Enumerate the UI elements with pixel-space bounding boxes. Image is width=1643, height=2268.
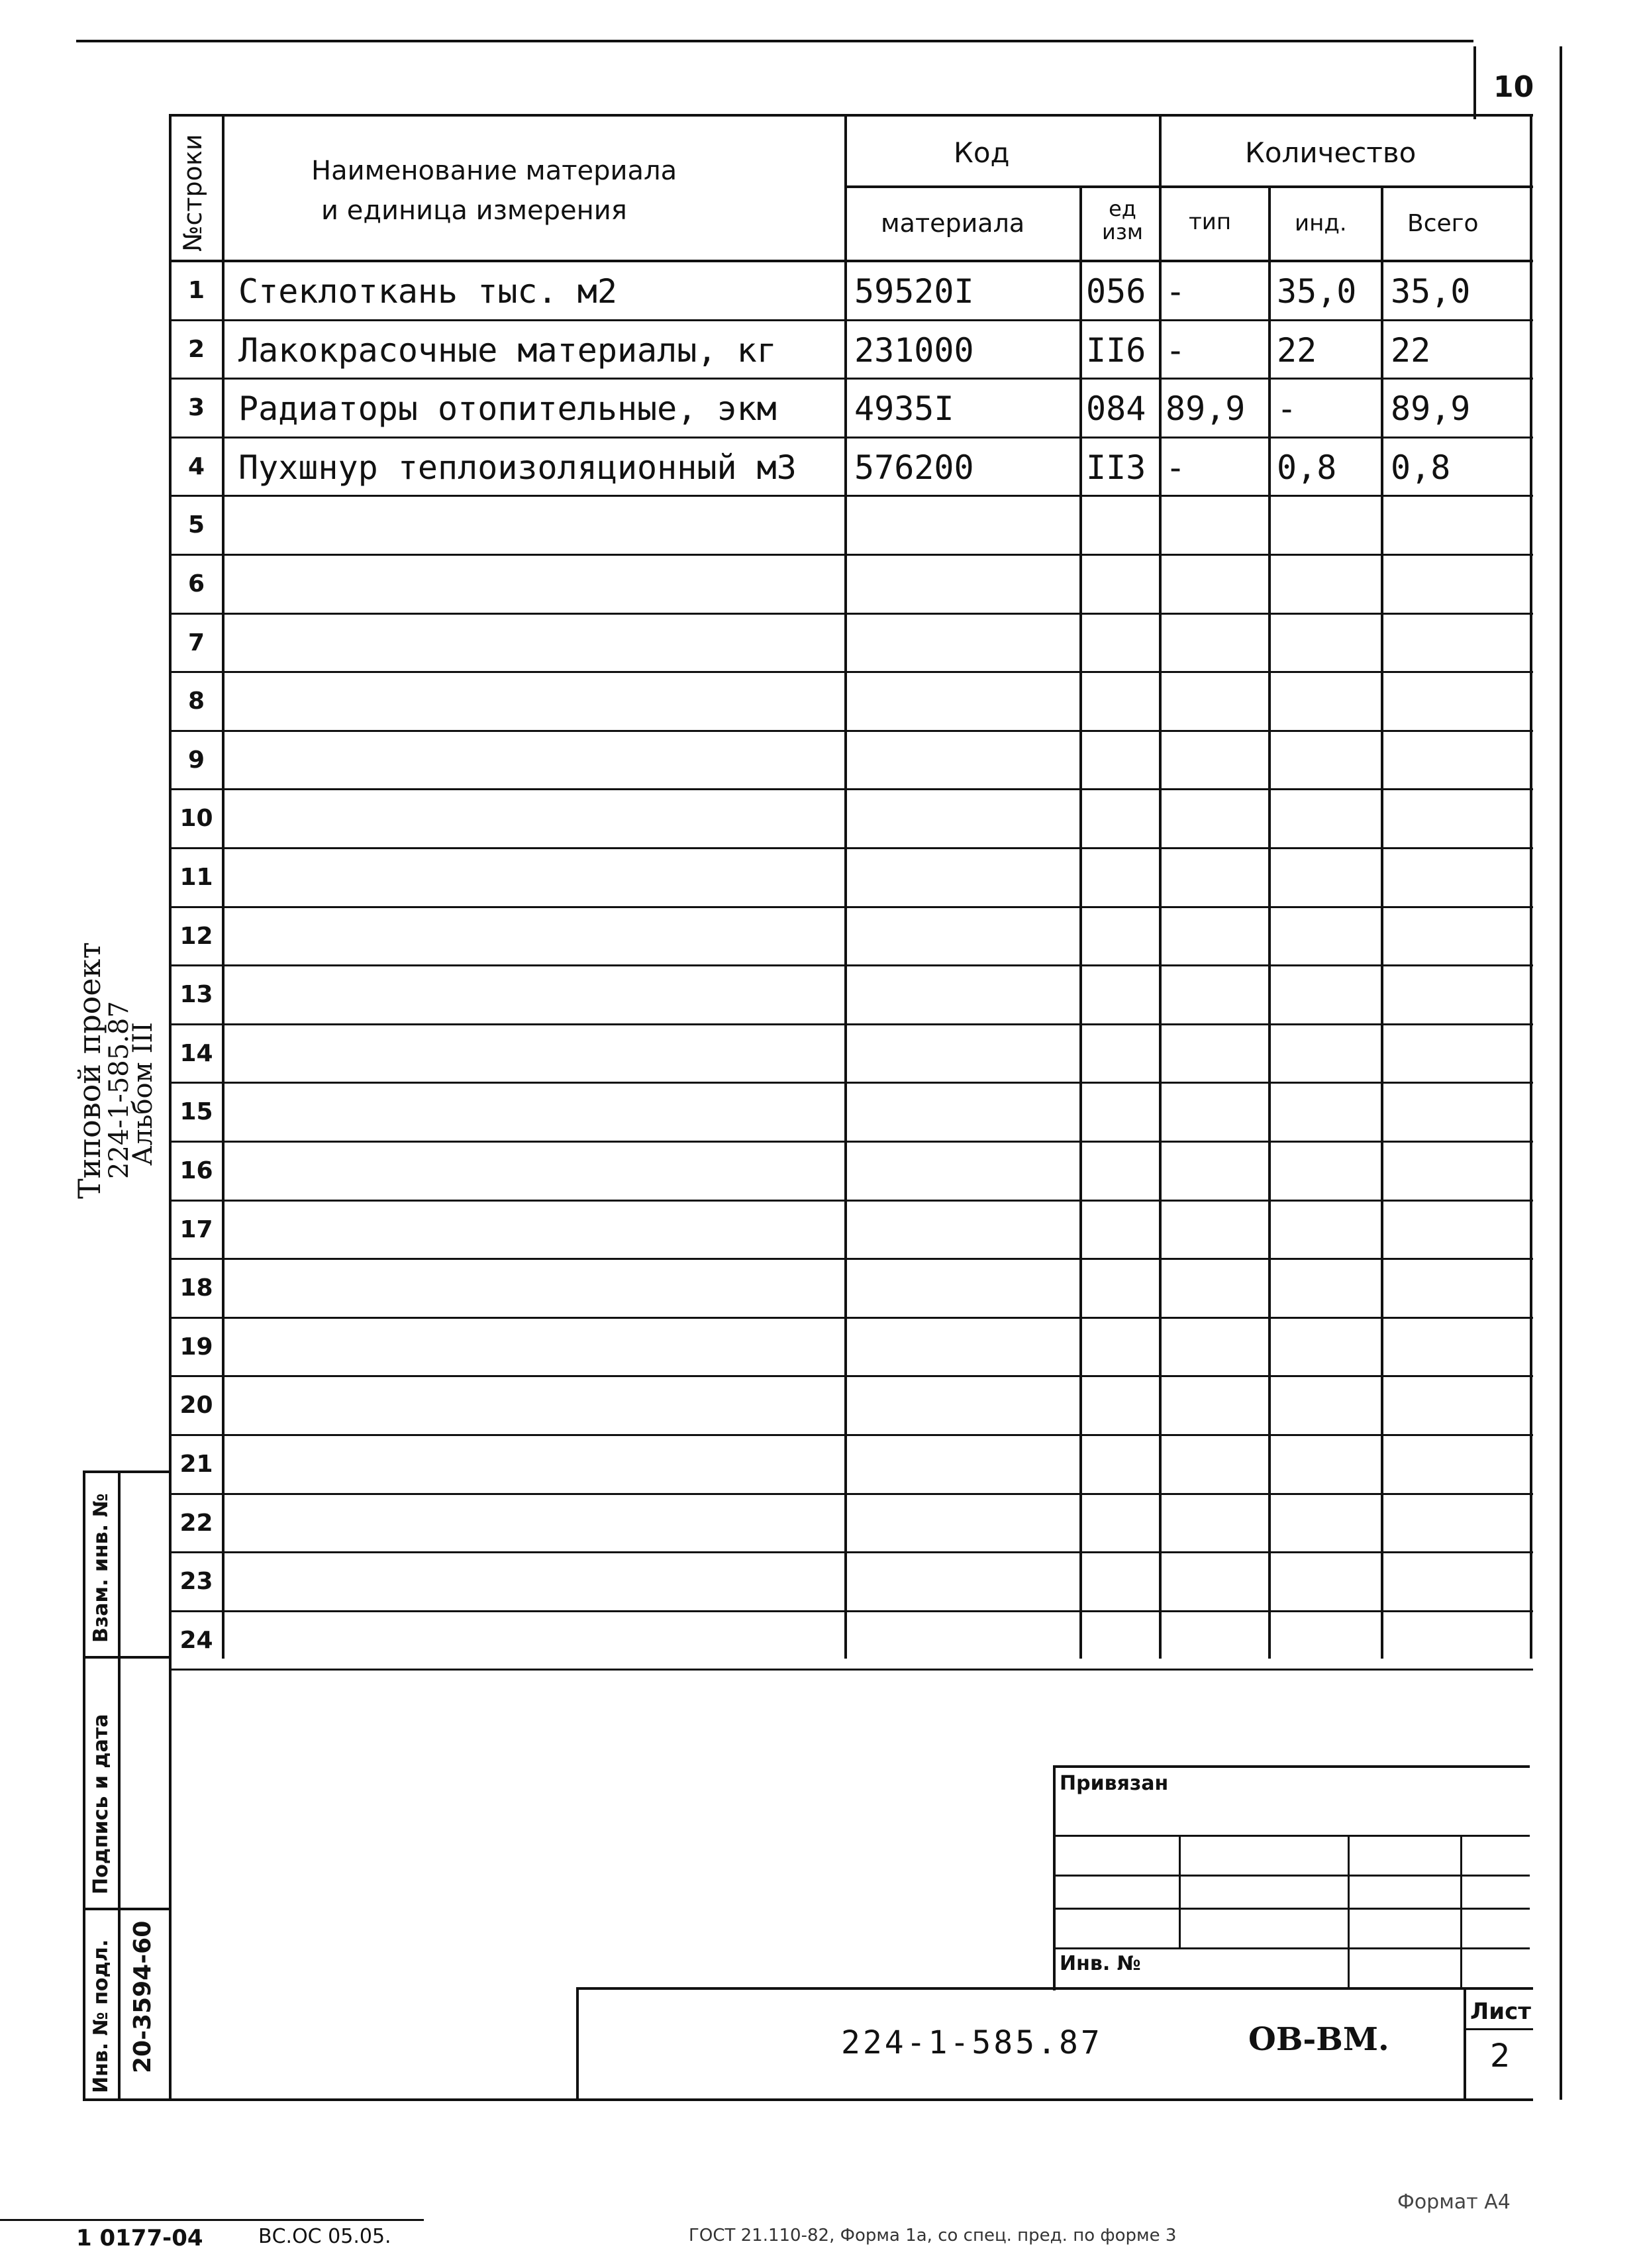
row-tip: - bbox=[1166, 331, 1186, 370]
row-divider bbox=[169, 378, 1533, 380]
row-code: 4935I bbox=[854, 389, 954, 428]
row-number: 14 bbox=[179, 1040, 213, 1067]
row-code: 231000 bbox=[854, 331, 974, 370]
stamp-privyazan-row3 bbox=[1053, 1908, 1530, 1910]
row-divider bbox=[169, 1434, 1533, 1436]
row-tip: - bbox=[1166, 448, 1186, 487]
row-ind: - bbox=[1277, 389, 1297, 428]
row-divider bbox=[169, 1669, 1533, 1671]
stamp-sheet-mid bbox=[1464, 2028, 1533, 2030]
row-name: Стеклоткань тыс. м2 bbox=[238, 272, 617, 311]
row-number: 17 bbox=[179, 1216, 213, 1243]
row-number: 9 bbox=[187, 747, 205, 774]
side-field-top-line bbox=[83, 1470, 172, 1473]
header-name-line1: Наименование материала bbox=[311, 156, 677, 186]
row-name: Лакокрасочные материалы, кг bbox=[238, 331, 777, 370]
row-divider bbox=[169, 847, 1533, 849]
row-number: 18 bbox=[179, 1274, 213, 1302]
stamp-privyazan-row2 bbox=[1053, 1875, 1530, 1877]
stamp-privyazan-top bbox=[1053, 1765, 1530, 1768]
stamp-privyazan-col2 bbox=[1348, 1835, 1350, 1987]
row-divider bbox=[169, 730, 1533, 732]
footer-left2: ВС.ОС 05.05. bbox=[258, 2225, 391, 2248]
header-qty-ind: инд. bbox=[1295, 210, 1347, 236]
row-number: 3 bbox=[187, 394, 205, 421]
row-divider bbox=[169, 1082, 1533, 1084]
row-number: 24 bbox=[179, 1627, 213, 1654]
header-name-line2: и единица измерения bbox=[321, 195, 627, 226]
col-line-name bbox=[844, 114, 847, 1659]
row-total: 22 bbox=[1391, 331, 1431, 370]
col-line-tip bbox=[1268, 185, 1271, 1659]
stamp-privyazan-col3 bbox=[1460, 1835, 1462, 1987]
row-name: Пухшнур теплоизоляционный м3 bbox=[238, 448, 797, 487]
stamp-privyazan-left bbox=[1053, 1765, 1056, 1990]
table-subheader-line bbox=[844, 185, 1533, 188]
col-line-ind bbox=[1381, 185, 1383, 1659]
header-qty: Количество bbox=[1245, 136, 1417, 169]
row-number: 23 bbox=[179, 1568, 213, 1595]
row-number: 2 bbox=[187, 336, 205, 363]
row-number: 4 bbox=[187, 453, 205, 480]
row-number: 8 bbox=[187, 688, 205, 715]
row-number: 6 bbox=[187, 570, 205, 597]
row-number: 15 bbox=[179, 1098, 213, 1125]
row-divider bbox=[169, 1551, 1533, 1553]
side-field-mid-line bbox=[118, 1470, 121, 2100]
stamp-privyazan-label: Привязан bbox=[1060, 1772, 1169, 1795]
header-kod-material: материала bbox=[881, 209, 1025, 238]
side-stamp-line3: Альбом III bbox=[128, 1022, 158, 1166]
row-divider bbox=[169, 319, 1533, 321]
row-divider bbox=[169, 1610, 1533, 1612]
footer-right: ГОСТ 21.110-82, Форма 1а, со спец. пред. по форме 3 bbox=[689, 2226, 1177, 2245]
row-divider bbox=[169, 554, 1533, 556]
row-total: 89,9 bbox=[1391, 389, 1471, 428]
header-row-number: №строки bbox=[178, 134, 207, 252]
row-divider bbox=[169, 613, 1533, 615]
row-unit: 056 bbox=[1086, 272, 1146, 311]
header-kod: Код bbox=[954, 136, 1010, 169]
row-number: 5 bbox=[187, 511, 205, 539]
row-number: 16 bbox=[179, 1157, 213, 1184]
table-header-bottom-line bbox=[169, 260, 1533, 262]
side-field-left-line bbox=[83, 1470, 85, 2100]
row-number: 10 bbox=[179, 805, 213, 832]
table-top-line bbox=[169, 114, 1533, 117]
row-total: 0,8 bbox=[1391, 448, 1451, 487]
row-divider bbox=[169, 1200, 1533, 1202]
col-line-code bbox=[1079, 185, 1082, 1659]
row-unit: II6 bbox=[1086, 331, 1146, 370]
stamp-inv-label: Инв. № bbox=[1060, 1952, 1141, 1975]
stamp-doc-mark: ОВ-ВМ. bbox=[1248, 2021, 1389, 2058]
row-divider bbox=[169, 437, 1533, 438]
col-line-unit bbox=[1159, 114, 1162, 1659]
side-field-right-line bbox=[169, 1470, 172, 2100]
stamp-frame-bottom bbox=[169, 2098, 1533, 2101]
row-divider bbox=[169, 1375, 1533, 1377]
row-divider bbox=[169, 1141, 1533, 1143]
header-qty-tip: тип bbox=[1189, 209, 1232, 235]
top-border-line bbox=[76, 40, 1473, 42]
row-ind: 0,8 bbox=[1277, 448, 1337, 487]
side-field-inv-podl-value: 20-3594-60 bbox=[129, 1920, 156, 2073]
row-ind: 22 bbox=[1277, 331, 1317, 370]
row-code: 59520I bbox=[854, 272, 974, 311]
stamp-main-left bbox=[576, 1987, 579, 2100]
row-number: 7 bbox=[187, 629, 205, 656]
row-tip: - bbox=[1166, 272, 1186, 311]
row-divider bbox=[169, 495, 1533, 497]
stamp-doc-code: 224-1-585.87 bbox=[841, 2024, 1103, 2061]
row-number: 13 bbox=[179, 981, 213, 1008]
footer-left: 1 0177-04 bbox=[76, 2225, 203, 2251]
footer-rule bbox=[0, 2219, 424, 2221]
row-unit: II3 bbox=[1086, 448, 1146, 487]
header-kod-unit: ед изм bbox=[1102, 196, 1143, 245]
row-divider bbox=[169, 964, 1533, 966]
header-qty-total: Всего bbox=[1407, 210, 1479, 237]
col-line-rowno bbox=[222, 114, 224, 1659]
stamp-main-top bbox=[576, 1987, 1533, 1990]
right-frame-line bbox=[1560, 46, 1562, 2100]
row-number: 1 bbox=[187, 277, 205, 304]
side-field-signature: Подпись и дата bbox=[89, 1714, 113, 1894]
stamp-privyazan-col1 bbox=[1179, 1835, 1181, 1947]
footer-format: Формат А4 bbox=[1397, 2191, 1511, 2214]
side-field-vzam: Взам. инв. № bbox=[89, 1493, 113, 1643]
row-number: 22 bbox=[179, 1510, 213, 1537]
stamp-privyazan-row4 bbox=[1053, 1947, 1530, 1949]
row-number: 19 bbox=[179, 1333, 213, 1361]
row-divider bbox=[169, 1258, 1533, 1260]
row-total: 35,0 bbox=[1391, 272, 1471, 311]
row-divider bbox=[169, 1317, 1533, 1319]
side-field-div2 bbox=[83, 1908, 172, 1910]
side-field-inv-podl: Инв. № подл. bbox=[89, 1939, 113, 2093]
side-field-bottom-line bbox=[83, 2098, 172, 2101]
stamp-privyazan-row1 bbox=[1053, 1835, 1530, 1837]
row-tip: 89,9 bbox=[1166, 389, 1246, 428]
row-code: 576200 bbox=[854, 448, 974, 487]
row-number: 11 bbox=[179, 864, 213, 891]
row-divider bbox=[169, 671, 1533, 673]
row-divider bbox=[169, 1493, 1533, 1495]
row-divider bbox=[169, 1023, 1533, 1025]
row-number: 21 bbox=[179, 1451, 213, 1478]
row-divider bbox=[169, 906, 1533, 908]
stamp-sheet-left bbox=[1464, 1987, 1466, 2100]
row-number: 12 bbox=[179, 923, 213, 950]
side-stamp-line2: 224-1-585.87 bbox=[104, 1001, 134, 1179]
row-name: Радиаторы отопительные, экм bbox=[238, 389, 777, 428]
side-stamp-line1: Типовой проект bbox=[72, 942, 107, 1199]
row-unit: 084 bbox=[1086, 389, 1146, 428]
page-number: 10 bbox=[1493, 70, 1534, 104]
stamp-sheet-label: Лист bbox=[1470, 1998, 1531, 2025]
page-number-box-left bbox=[1473, 46, 1476, 119]
row-number: 20 bbox=[179, 1392, 213, 1419]
stamp-sheet-value: 2 bbox=[1490, 2037, 1511, 2075]
side-field-div1 bbox=[83, 1656, 172, 1659]
row-divider bbox=[169, 788, 1533, 790]
table-right-line bbox=[1530, 114, 1532, 1659]
row-ind: 35,0 bbox=[1277, 272, 1357, 311]
